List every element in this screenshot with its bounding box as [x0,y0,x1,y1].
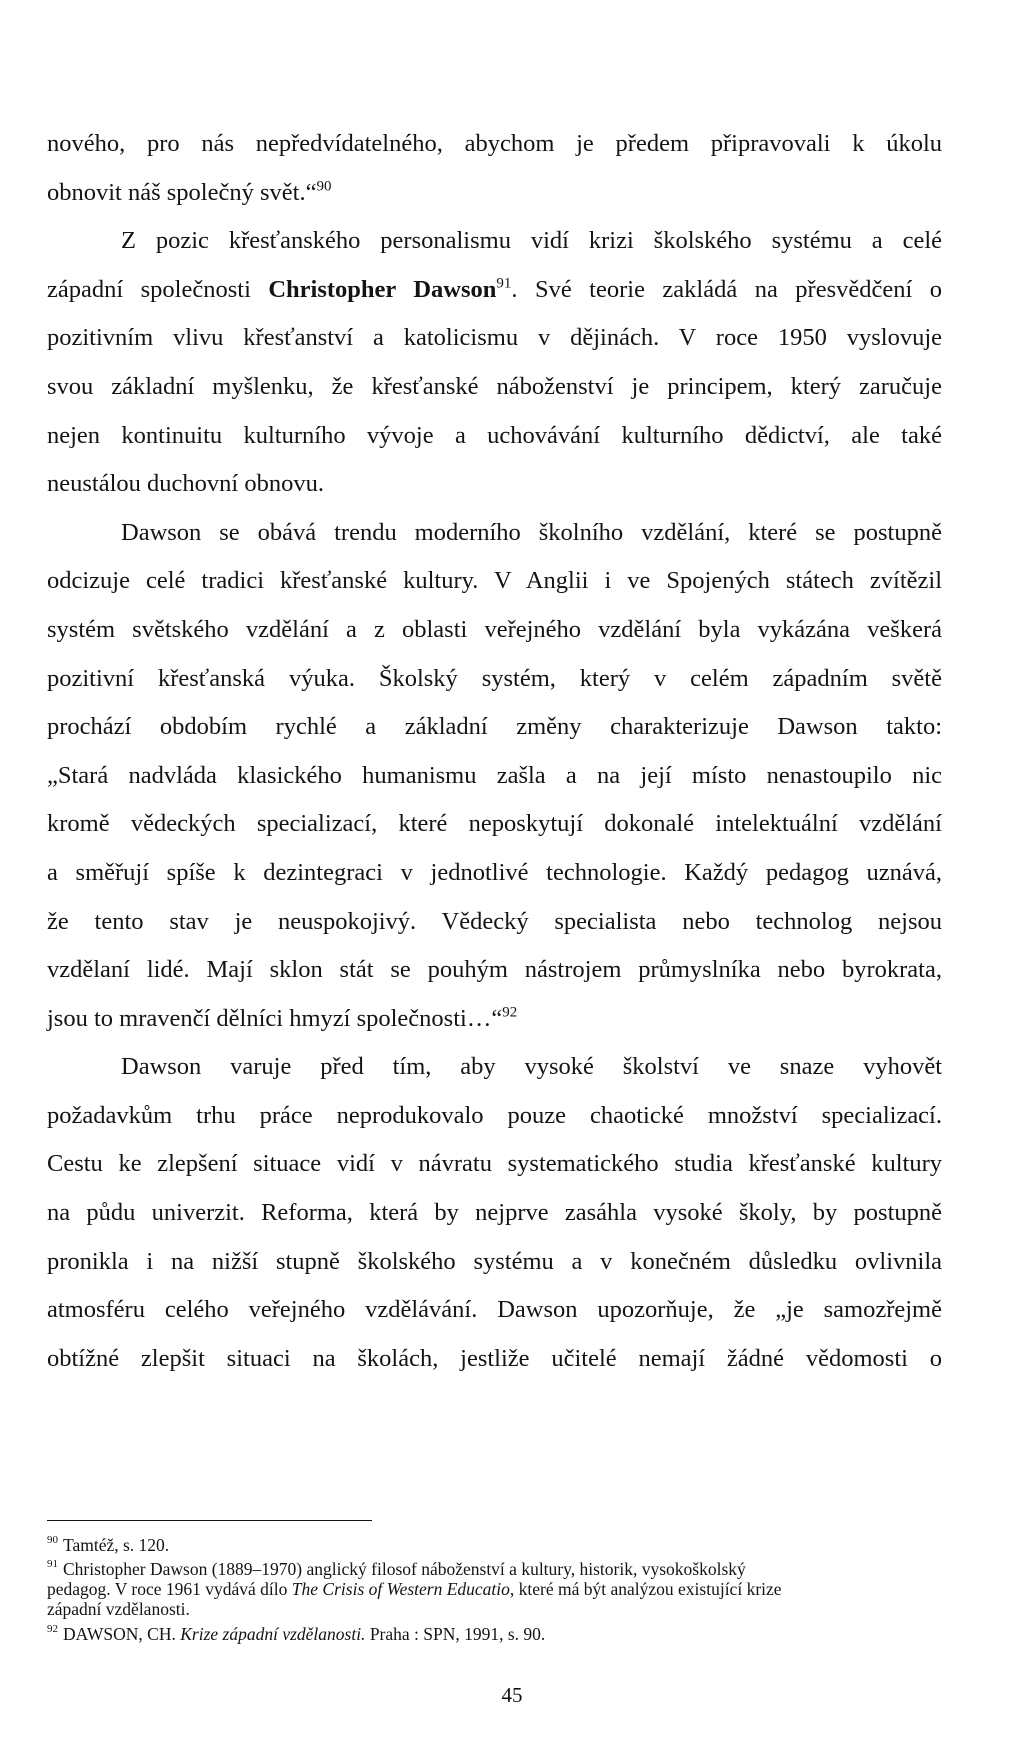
author-name: Christopher Dawson [268,275,497,303]
text-span: obnovit náš společný svět.“ [47,178,317,206]
text-line [47,1238,942,1287]
footnote-text: Praha : SPN, 1991, s. 90. [365,1624,546,1644]
text-line [47,752,942,801]
text-line [47,995,942,1044]
text-line [47,363,942,412]
text-line [47,314,942,363]
footnote-text: , které má být analýzou existující krize [509,1579,782,1599]
text-span: . Své teorie zakládá na přesvědčení o [511,275,942,303]
text-span: Dawson varuje před tím, aby vysoké školství ve snaze vyhovět [121,1053,942,1081]
text-span: a směřují spíše k dezintegraci v jednotlivé technologie. Každý pedagog uznává, [47,858,942,886]
footnote-text: DAWSON, CH. [63,1624,181,1644]
footnote-ref-90: 90 [316,178,332,195]
text-span: svou základní myšlenku, že křesťanské náboženství je principem, který zaručuje [47,372,942,400]
paragraph-start [47,509,942,558]
text-line [47,703,942,752]
text-line [47,800,942,849]
text-line [47,557,942,606]
text-line [47,1140,942,1189]
text-span: pronikla i na nižší stupně školského systému a v konečném důsledku ovlivnila [47,1247,942,1275]
text-span: odcizuje celé tradici křesťanské kultury. V Anglii i ve Spojených státech zvítězil [47,567,942,595]
text-line [47,460,942,509]
footnote-text: Tamtéž, s. 120. [63,1535,170,1555]
text-line [47,1092,942,1141]
footnote-separator [47,1520,372,1521]
book-title: The Crisis of Western Educatio [291,1579,510,1599]
footnote-91 [47,1559,942,1619]
text-span: kromě vědeckých specializací, které neposkytují dokonalé intelektuální vzdělání [47,810,942,838]
text-span: nového, pro nás nepředvídatelného, abychom je předem připravovali k úkolu [47,130,942,157]
text-span: systém světského vzdělání a z oblasti veřejného vzdělání byla vykázána veškerá [47,615,942,643]
footnote-number: 90 [47,1534,58,1547]
footnotes [47,1535,942,1644]
footnote-ref-91: 91 [496,275,512,292]
text-span: jsou to mravenčí dělníci hmyzí společnosti…“ [47,1004,503,1032]
text-line [47,898,942,947]
text-span: západní společnosti [47,275,269,303]
footnote-text: západní vzdělanosti. [47,1599,190,1619]
text-line [47,606,942,655]
text-line [47,1335,942,1384]
book-title: Krize západní vzdělanosti. [180,1624,366,1644]
text-line [47,655,942,704]
footnote-number: 91 [47,1558,58,1571]
text-span: prochází obdobím rychlé a základní změny charakterizuje Dawson takto: [47,713,942,741]
text-span: neustálou duchovní obnovu. [47,470,324,498]
page-number: 45 [501,1683,523,1707]
text-line [47,1189,942,1238]
footnote-text: Christopher Dawson (1889–1970) anglický filosof náboženství a kultury, historik, vysokoškolský [63,1559,746,1579]
text-line [47,1286,942,1335]
text-span: na půdu univerzit. Reforma, která by nejprve zasáhla vysoké školy, by postupně [47,1199,942,1227]
footnote-ref-92: 92 [502,1004,518,1021]
text-line [47,266,942,315]
text-span: „Stará nadvláda klasického humanismu zašla a na její místo nenastoupilo nic [47,761,942,789]
text-span: Cestu ke zlepšení situace vidí v návratu systematického studia křesťanské kultury [47,1150,942,1178]
text-line [47,169,942,218]
text-span: vzdělaní lidé. Mají sklon stát se pouhým nástrojem průmyslníka nebo byrokrata, [47,956,942,984]
text-span: že tento stav je neuspokojivý. Vědecký specialista nebo technolog nejsou [47,907,942,935]
footnote-90 [47,1535,942,1555]
text-span: Z pozic křesťanského personalismu vidí krizi školského systému a celé [121,227,942,255]
text-line [47,120,942,169]
text-span: Dawson se obává trendu moderního školního vzdělání, které se postupně [121,518,942,546]
text-span: nejen kontinuitu kulturního vývoje a uchovávání kulturního dědictví, ale také [47,421,942,449]
text-span: obtížné zlepšit situaci na školách, jestliže učitelé nemají žádné vědomosti o [47,1344,942,1372]
footnote-text: pedagog. V roce 1961 vydává dílo [47,1579,292,1599]
text-line [47,412,942,461]
text-line [47,946,942,995]
paragraph-start [47,217,942,266]
body-text [47,120,942,1383]
text-span: pozitivním vlivu křesťanství a katolicismu v dějinách. V roce 1950 vyslovuje [47,324,942,352]
text-span: pozitivní křesťanská výuka. Školský systém, který v celém západním světě [47,664,942,692]
text-span: atmosféru celého veřejného vzdělávání. Dawson upozorňuje, že „je samozřejmě [47,1296,942,1324]
paragraph-start [47,1043,942,1092]
text-span: požadavkům trhu práce neprodukovalo pouze chaotické množství specializací. [47,1101,942,1129]
footnote-92 [47,1624,942,1644]
text-line [47,849,942,898]
footnote-number: 92 [47,1623,58,1636]
